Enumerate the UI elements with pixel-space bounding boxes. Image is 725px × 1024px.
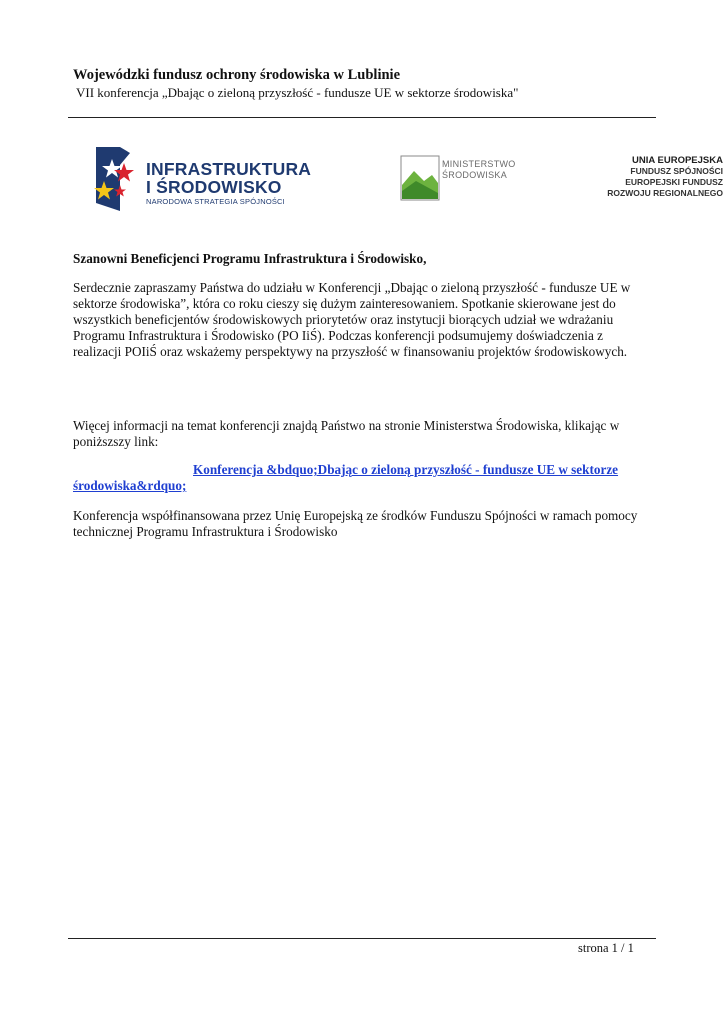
conference-link-line2[interactable]: środowiska&rdquo;: [73, 478, 187, 493]
infrastruktura-srodowisko-logo: [90, 145, 312, 213]
header-divider: [68, 117, 656, 118]
logo-text-line1: INFRASTRUKTURA: [146, 159, 312, 179]
logo-text-line2: I ŚRODOWISKO: [146, 177, 282, 197]
page-number: strona 1 / 1: [578, 941, 634, 955]
logo-text-line3: EUROPEJSKI FUNDUSZ: [625, 177, 723, 187]
conference-link-line1[interactable]: Konferencja &bdquo;Dbając o zieloną przyszłość - fundusze UE w sektorze: [193, 462, 619, 477]
letter-greeting: Szanowni Beneficjenci Programu Infrastruktura i Środowisko,: [73, 251, 427, 266]
ministerstwo-srodowiska-logo: [400, 155, 540, 203]
organization-title: Wojewódzki fundusz ochrony środowiska w Lublinie: [73, 67, 401, 83]
stars-emblem-icon: [90, 145, 144, 213]
conference-subtitle: VII konferencja „Dbając o zieloną przyszłość - fundusze UE w sektorze środowiska": [76, 85, 519, 100]
logo-text-line1: UNIA EUROPEJSKA: [632, 155, 723, 166]
unia-europejska-logo: [598, 155, 723, 207]
logo-text-line1: MINISTERSTWO: [442, 159, 516, 169]
mountain-emblem-icon: [400, 155, 440, 201]
footer-divider: [68, 938, 656, 939]
logo-text-line4: ROZWOJU REGIONALNEGO: [607, 188, 723, 198]
letter-paragraph-cofinancing: Konferencja współfinansowana przez Unię Europejską ze środków Funduszu Spójności w ramach pomocy technicznej Programu Infrastruktura i Środowisko: [73, 508, 638, 539]
logo-text-line2: FUNDUSZ SPÓJNOŚCI: [630, 166, 723, 176]
logo-text-line2: ŚRODOWISKA: [442, 170, 508, 180]
logo-text-line3: NARODOWA STRATEGIA SPÓJNOŚCI: [146, 197, 285, 206]
letter-paragraph-invitation: Serdecznie zapraszamy Państwa do udziału w Konferencji „Dbając o zieloną przyszłość - fundusze UE w sektorze środowiska”, która co roku cieszy się dużym zainteresowaniem. Spotkanie skierowane jest do wszystkich beneficjentów środowiskowych priorytetów oraz instytucji biorących udział we wdrażaniu Programu Infrastruktura i Środowisko (PO IiŚ). Podczas konferencji podsumujemy doświadczenia z realizacji POIiŚ oraz wskażemy perspektywy na przyszłość w finansowaniu projektów środowiskowych.: [73, 280, 631, 359]
letter-paragraph-more-info: Więcej informacji na temat konferencji znajdą Państwo na stronie Ministerstwa Środowiska, klikając w poniższszy link:: [73, 418, 620, 449]
